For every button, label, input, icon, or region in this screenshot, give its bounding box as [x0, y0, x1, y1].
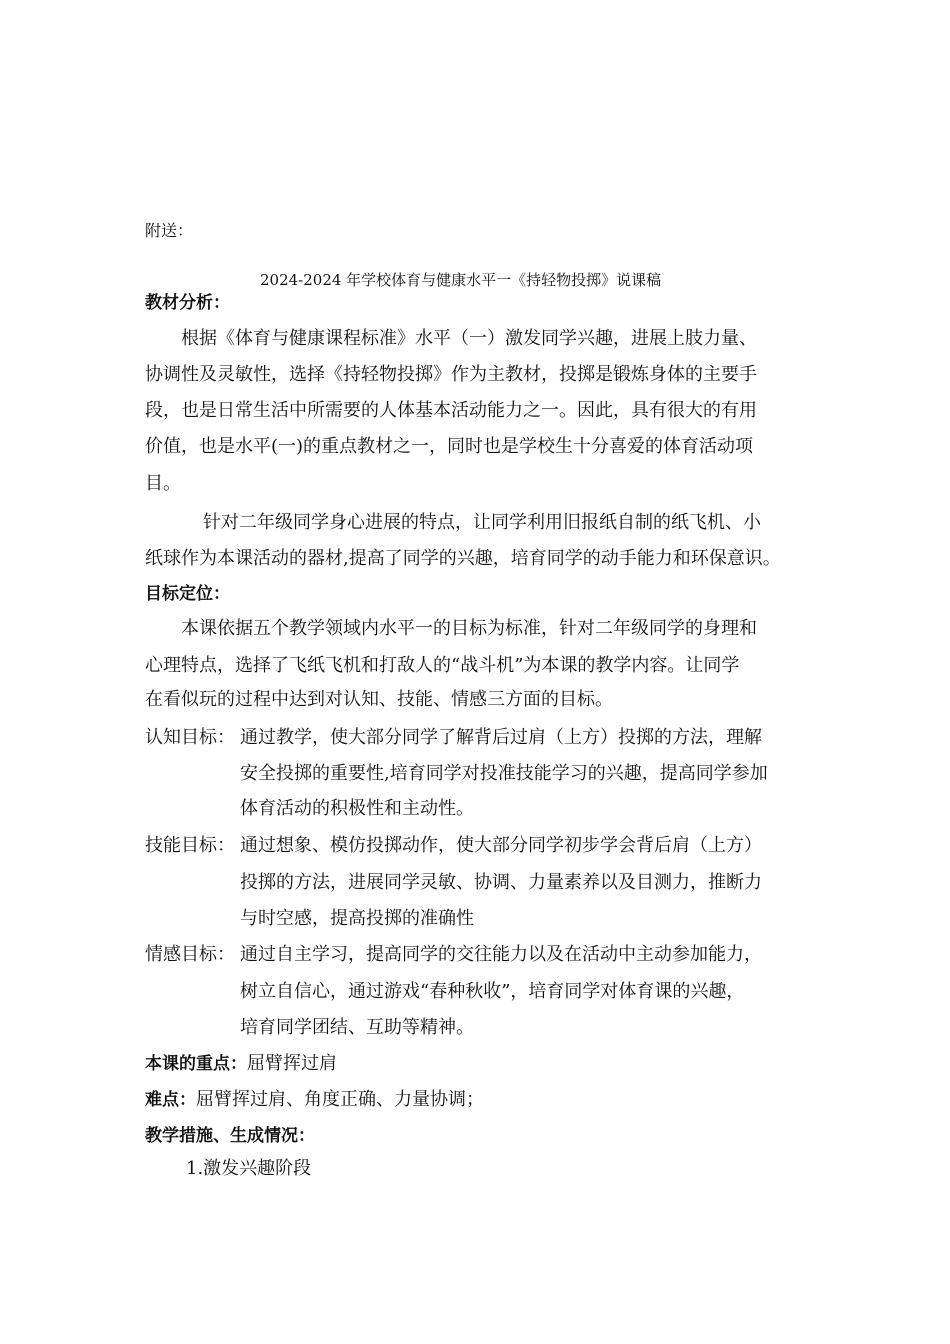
- difficulty: [145, 1088, 484, 1112]
- difficulty-label: 难点：: [145, 1090, 196, 1110]
- goal-label-emotional: 情感目标：: [145, 944, 235, 965]
- paragraph-line: 根据《体育与健康课程标准》水平（一）激发同学兴趣，进展上肢力量、: [181, 328, 757, 349]
- paragraph-line: 目。: [145, 473, 181, 494]
- paragraph-line: 针对二年级同学身心进展的特点，让同学利用旧报纸自制的纸飞机、小: [203, 512, 761, 533]
- list-item: 1.激发兴趣阶段: [186, 1158, 312, 1179]
- goal-label-skill: 技能目标：: [145, 835, 235, 856]
- attachment-prefix: 附送：: [145, 221, 194, 240]
- heading-goal-positioning: 目标定位：: [145, 584, 230, 604]
- paragraph-line: 价值，也是水平(一)的重点教材之一，同时也是学校生十分喜爱的体育活动项: [145, 436, 754, 457]
- goal-line: 体育活动的积极性和主动性。: [240, 798, 474, 819]
- goal-label-cognitive: 认知目标：: [145, 727, 235, 748]
- paragraph-line: 段，也是日常生活中所需要的人体基本活动能力之一。因此，具有很大的有用: [145, 400, 757, 421]
- document-title: 2024-2024 年学校体育与健康水平一《持轻物投掷》说课稿: [260, 271, 662, 289]
- goal-line: 树立自信心，通过游戏“春种秋收”，培育同学对体育课的兴趣，: [240, 981, 745, 1002]
- paragraph-line: 本课依据五个教学领域内水平一的目标为标准，针对二年级同学的身理和: [181, 618, 757, 639]
- difficulty-text: 屈臂挥过肩、角度正确、力量协调；: [196, 1089, 484, 1110]
- goal-line: 通过教学，使大部分同学了解背后过肩（上方）投掷的方法，理解: [240, 727, 762, 748]
- goal-line: 通过想象、模仿投掷动作，使大部分同学初步学会背后肩（上方）: [240, 835, 762, 856]
- paragraph-line: 心理特点，选择了飞纸飞机和打敌人的“战斗机”为本课的教学内容。让同学: [145, 655, 740, 676]
- goal-line: 与时空感，提高投掷的准确性: [240, 908, 474, 929]
- heading-material-analysis: 教材分析：: [145, 293, 230, 313]
- goal-line: 培育同学团结、互助等精神。: [240, 1017, 474, 1038]
- key-point-text: 屈臂挥过肩: [247, 1053, 337, 1074]
- paragraph-line: 在看似玩的过程中达到对认知、技能、情感三方面的目标。: [145, 689, 613, 710]
- goal-line: 投掷的方法，进展同学灵敏、协调、力量素养以及目测力，推断力: [240, 872, 762, 893]
- key-point-label: 本课的重点：: [145, 1054, 247, 1074]
- paragraph-line: 纸球作为本课活动的器材,提高了同学的兴趣，培育同学的动手能力和环保意识。: [145, 548, 781, 569]
- paragraph-line: 协调性及灵敏性，选择《持轻物投掷》作为主教材，投掷是锻炼身体的主要手: [145, 364, 757, 385]
- heading-teaching-measures: 教学措施、生成情况：: [145, 1126, 315, 1146]
- key-point: [145, 1052, 337, 1076]
- goal-line: 安全投掷的重要性,培育同学对投准技能学习的兴趣，提高同学参加: [240, 763, 768, 784]
- goal-line: 通过自主学习，提高同学的交往能力以及在活动中主动参加能力，: [240, 944, 762, 965]
